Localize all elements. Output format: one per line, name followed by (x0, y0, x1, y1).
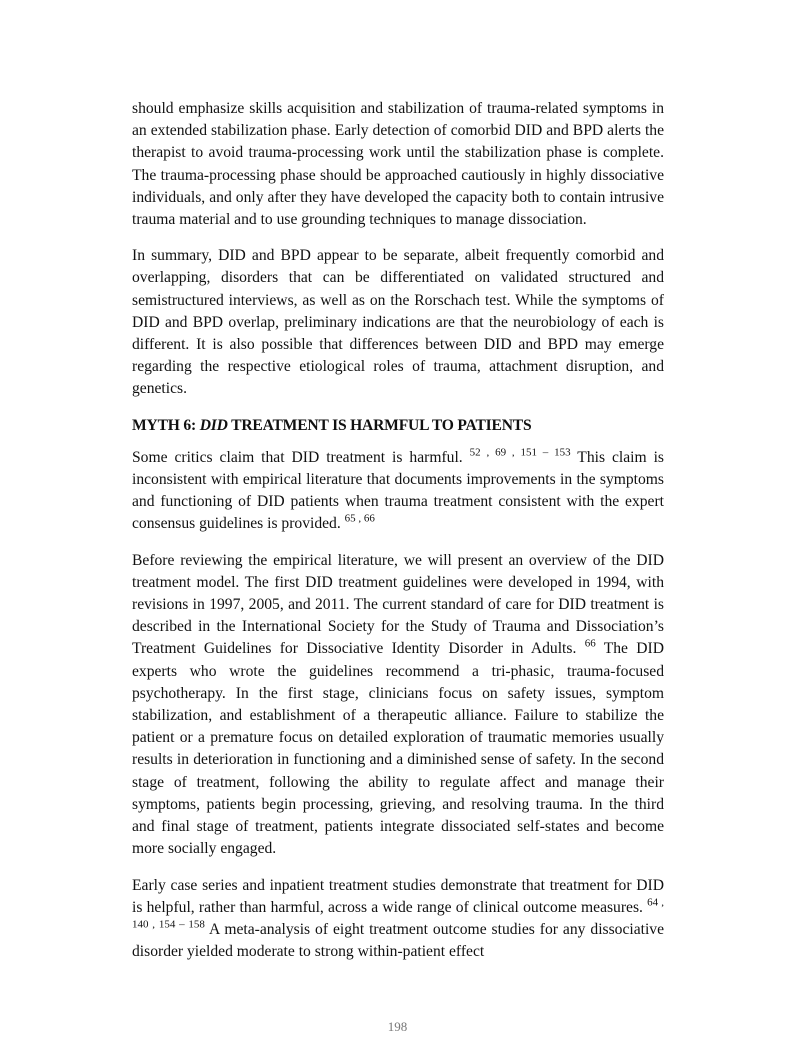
citation[interactable]: 66 (584, 637, 596, 650)
text: This claim is inconsistent with empirical literature that documents improvements in the symptoms and functioning of DID patients when trauma treatment consistent with the expert consensus guidelines is provided. (132, 448, 664, 533)
paragraph-case-series (132, 875, 664, 964)
text: Some critics claim that DID treatment is harmful. (132, 448, 470, 466)
document-page (132, 98, 664, 977)
text: The DID experts who wrote the guidelines recommend a tri-phasic, trauma-focused psychotherapy. In the first stage, clinicians focus on safety issues, symptom stabilization, and establishment of a therapeutic alliance. Failure to stabilize the patient or a premature focus on detailed exploration of traumatic memories usually results in deterioration in functioning and a diminished sense of safety. In the second stage of treatment, following the ability to regulate affect and manage their symptoms, patients begin processing, grieving, and resolving trauma. In the third and final stage of treatment, patients integrate dissociated self-states and become more socially engaged. (132, 640, 664, 858)
paragraph-critics (132, 447, 664, 536)
text: Before reviewing the empirical literature, we will present an overview of the DID treatment model. The first DID treatment guidelines were developed in 1994, with revisions in 1997, 2005, and 2011. The current standard of care for DID treatment is described in the International Society for the Study of Trauma and Dissociation’s Treatment Guidelines for Dissociative Identity Disorder in Adults. (132, 551, 664, 658)
text: A meta-analysis of eight treatment outcome studies for any dissociative disorder yielded moderate to strong within-patient effect (132, 920, 665, 961)
citation[interactable]: 65 , 66 (344, 512, 375, 525)
citation[interactable]: 52 , 69 , 151 – 153 (469, 446, 571, 459)
paragraph-treatment-model (132, 550, 664, 861)
paragraph-stabilization: should emphasize skills acquisition and stabilization of trauma-related symptoms in an extended stabilization phase. Early detection of comorbid DID and BPD alerts the therapist to avoid trauma-processing work until the stabilization phase is complete. The trauma-processing phase should be approached cautiously in highly dissociative individuals, and only after they have developed the capacity both to contain intrusive trauma material and to use grounding techniques to manage dissociation. (132, 100, 664, 229)
heading-prefix: MYTH 6: (132, 416, 200, 434)
text: Early case series and inpatient treatment studies demonstrate that treatment for DID is helpful, rather than harmful, across a wide range of clinical outcome measures. (132, 876, 664, 916)
heading-emphasis: DID (199, 416, 228, 434)
section-heading (132, 415, 664, 437)
paragraph-summary: In summary, DID and BPD appear to be separate, albeit frequently comorbid and overlapping, disorders that can be differentiated on validated structured and semistructured interviews, as well as on the Rorschach test. While the symptoms of DID and BPD overlap, preliminary indications are that the neurobiology of each is different. It is also possible that differences between DID and BPD may emerge regarding the respective etiological roles of trauma, attachment disruption, and genetics. (132, 247, 664, 398)
page-number: 198 (387, 1019, 408, 1034)
citation[interactable]: 64 , 140 , 154 – 158 (132, 896, 664, 931)
heading-suffix: TREATMENT IS HARMFUL TO PATIENTS (227, 416, 532, 434)
